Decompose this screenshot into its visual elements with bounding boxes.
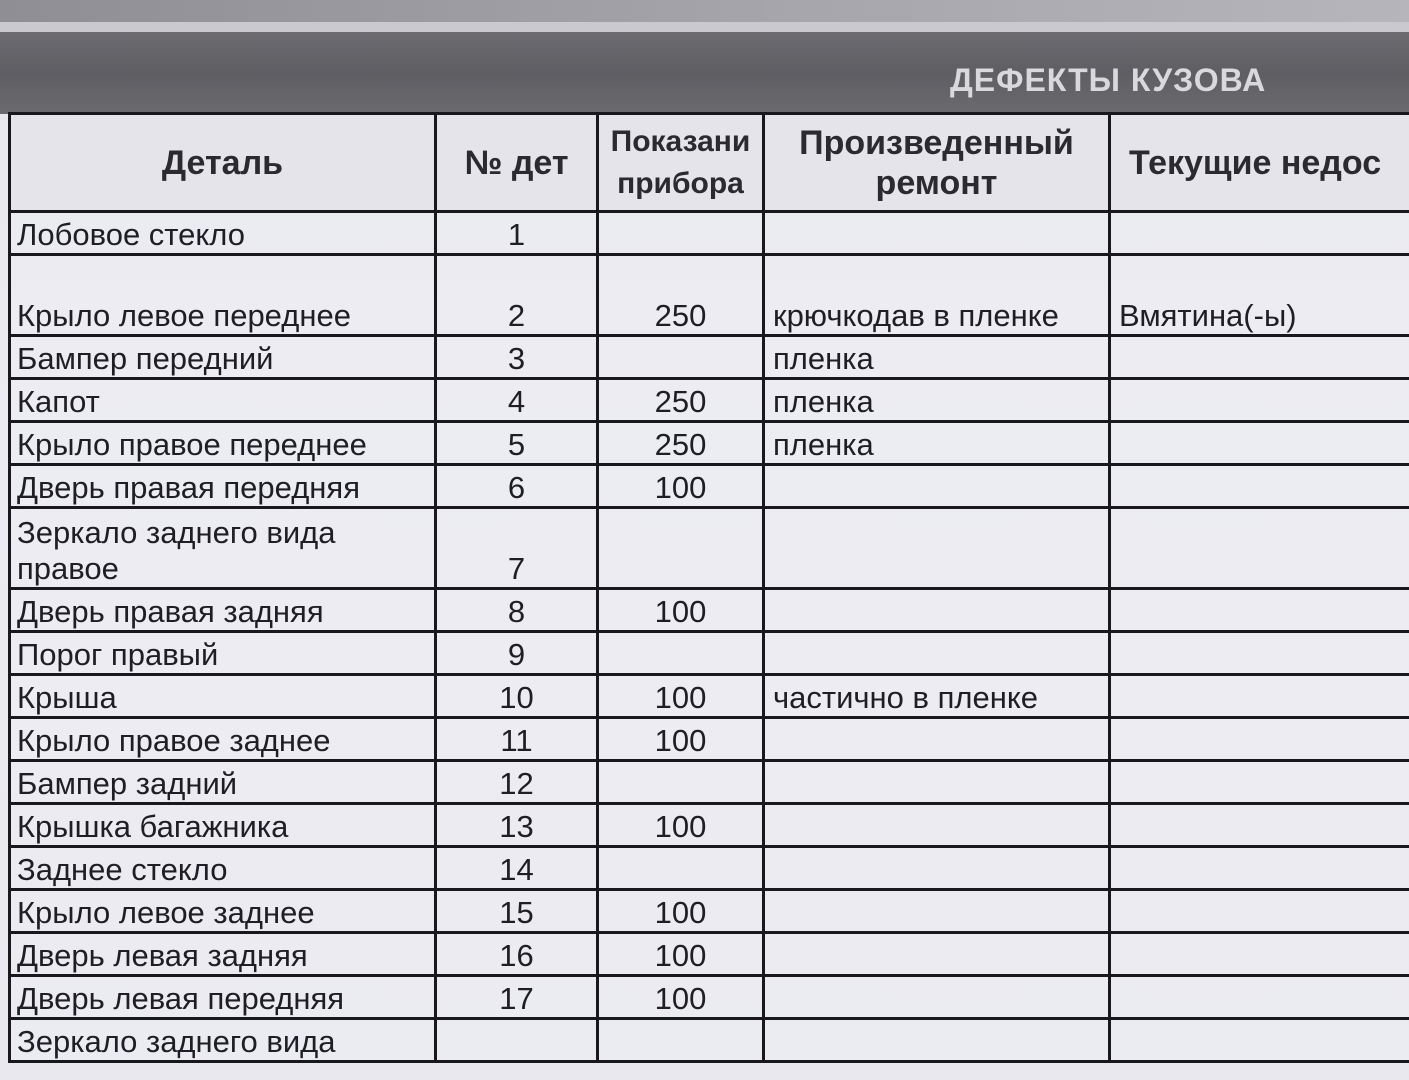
cell-reading[interactable]: 250 xyxy=(598,255,764,336)
cell-current-defects[interactable] xyxy=(1110,336,1409,379)
cell-number[interactable]: 6 xyxy=(436,465,598,508)
cell-detail[interactable]: Зеркало заднего вида правое xyxy=(10,508,436,589)
cell-reading[interactable]: 100 xyxy=(598,890,764,933)
cell-repair[interactable] xyxy=(764,589,1110,632)
header-repair[interactable]: Произведенный ремонт xyxy=(764,114,1110,212)
cell-current-defects[interactable] xyxy=(1110,589,1409,632)
cell-detail[interactable]: Заднее стекло xyxy=(10,847,436,890)
cell-repair[interactable] xyxy=(764,508,1110,589)
cell-detail[interactable]: Дверь правая задняя xyxy=(10,589,436,632)
cell-current-defects[interactable] xyxy=(1110,976,1409,1019)
header-detail[interactable]: Деталь xyxy=(10,114,436,212)
cell-reading[interactable]: 100 xyxy=(598,675,764,718)
cell-repair[interactable]: пленка xyxy=(764,336,1110,379)
cell-reading[interactable]: 250 xyxy=(598,422,764,465)
cell-detail[interactable]: Дверь правая передняя xyxy=(10,465,436,508)
cell-number[interactable]: 8 xyxy=(436,589,598,632)
cell-reading[interactable] xyxy=(598,632,764,675)
cell-repair[interactable] xyxy=(764,804,1110,847)
cell-repair[interactable]: пленка xyxy=(764,422,1110,465)
header-number[interactable]: № дет xyxy=(436,114,598,212)
cell-detail[interactable]: Крыша xyxy=(10,675,436,718)
cell-current-defects[interactable] xyxy=(1110,508,1409,589)
cell-repair[interactable] xyxy=(764,632,1110,675)
cell-number[interactable]: 3 xyxy=(436,336,598,379)
header-current-defects[interactable]: Текущие недос xyxy=(1110,114,1409,212)
cell-repair[interactable] xyxy=(764,718,1110,761)
cell-reading[interactable] xyxy=(598,847,764,890)
cell-repair[interactable] xyxy=(764,847,1110,890)
cell-current-defects[interactable] xyxy=(1110,933,1409,976)
cell-detail[interactable]: Крышка багажника xyxy=(10,804,436,847)
cell-repair[interactable]: пленка xyxy=(764,379,1110,422)
cell-repair[interactable] xyxy=(764,1019,1110,1062)
cell-reading[interactable] xyxy=(598,508,764,589)
table-row xyxy=(10,589,1409,632)
cell-repair[interactable]: крючкодав в пленке xyxy=(764,255,1110,336)
defects-table xyxy=(8,112,1409,1063)
cell-current-defects[interactable] xyxy=(1110,379,1409,422)
title-band xyxy=(0,22,1409,114)
cell-detail[interactable]: Капот xyxy=(10,379,436,422)
cell-number[interactable]: 11 xyxy=(436,718,598,761)
cell-reading[interactable]: 100 xyxy=(598,465,764,508)
cell-repair[interactable] xyxy=(764,976,1110,1019)
cell-detail[interactable]: Крыло левое заднее xyxy=(10,890,436,933)
table-row xyxy=(10,847,1409,890)
cell-repair[interactable] xyxy=(764,933,1110,976)
cell-reading[interactable]: 100 xyxy=(598,718,764,761)
table-row xyxy=(10,890,1409,933)
cell-current-defects[interactable] xyxy=(1110,632,1409,675)
table-row xyxy=(10,508,1409,589)
cell-number[interactable]: 4 xyxy=(436,379,598,422)
cell-detail[interactable]: Порог правый xyxy=(10,632,436,675)
cell-reading[interactable] xyxy=(598,336,764,379)
cell-detail[interactable]: Крыло левое переднее xyxy=(10,255,436,336)
cell-detail[interactable]: Лобовое стекло xyxy=(10,212,436,255)
cell-number[interactable]: 5 xyxy=(436,422,598,465)
cell-number[interactable]: 7 xyxy=(436,508,598,589)
cell-current-defects[interactable]: Вмятина(-ы) xyxy=(1110,255,1409,336)
cell-current-defects[interactable] xyxy=(1110,847,1409,890)
cell-detail[interactable]: Зеркало заднего вида xyxy=(10,1019,436,1062)
cell-repair[interactable] xyxy=(764,212,1110,255)
cell-detail[interactable]: Бампер задний xyxy=(10,761,436,804)
cell-current-defects[interactable] xyxy=(1110,718,1409,761)
cell-current-defects[interactable] xyxy=(1110,1019,1409,1062)
cell-number[interactable]: 14 xyxy=(436,847,598,890)
cell-reading[interactable]: 100 xyxy=(598,933,764,976)
cell-current-defects[interactable] xyxy=(1110,890,1409,933)
cell-reading[interactable]: 250 xyxy=(598,379,764,422)
cell-number[interactable]: 15 xyxy=(436,890,598,933)
table-row xyxy=(10,761,1409,804)
cell-detail[interactable]: Дверь левая задняя xyxy=(10,933,436,976)
cell-number[interactable]: 10 xyxy=(436,675,598,718)
cell-current-defects[interactable] xyxy=(1110,422,1409,465)
cell-number[interactable]: 13 xyxy=(436,804,598,847)
cell-number[interactable]: 12 xyxy=(436,761,598,804)
cell-current-defects[interactable] xyxy=(1110,804,1409,847)
table-row xyxy=(10,336,1409,379)
table-row xyxy=(10,212,1409,255)
table-row xyxy=(10,465,1409,508)
cell-detail[interactable]: Дверь левая передняя xyxy=(10,976,436,1019)
header-reading[interactable]: Показани прибора xyxy=(598,114,764,212)
table-row xyxy=(10,976,1409,1019)
cell-number[interactable]: 16 xyxy=(436,933,598,976)
cell-number[interactable]: 9 xyxy=(436,632,598,675)
cell-reading[interactable] xyxy=(598,1019,764,1062)
cell-reading[interactable]: 100 xyxy=(598,804,764,847)
header-row xyxy=(10,114,1409,212)
table-row xyxy=(10,379,1409,422)
cell-number[interactable] xyxy=(436,1019,598,1062)
cell-number[interactable]: 17 xyxy=(436,976,598,1019)
table-row xyxy=(10,255,1409,336)
table-row xyxy=(10,933,1409,976)
title-band-edge xyxy=(0,22,1409,32)
table-row xyxy=(10,718,1409,761)
table-row xyxy=(10,422,1409,465)
cell-detail[interactable]: Бампер передний xyxy=(10,336,436,379)
table-row xyxy=(10,804,1409,847)
cell-reading[interactable]: 100 xyxy=(598,976,764,1019)
cell-current-defects[interactable] xyxy=(1110,212,1409,255)
cell-reading[interactable] xyxy=(598,212,764,255)
defects-table-body xyxy=(10,212,1409,1062)
cell-repair[interactable] xyxy=(764,465,1110,508)
cell-current-defects[interactable] xyxy=(1110,761,1409,804)
cell-detail[interactable]: Крыло правое заднее xyxy=(10,718,436,761)
cell-repair[interactable]: частично в пленке xyxy=(764,675,1110,718)
cell-number[interactable]: 2 xyxy=(436,255,598,336)
cell-current-defects[interactable] xyxy=(1110,675,1409,718)
sheet-title: ДЕФЕКТЫ КУЗОВА xyxy=(950,62,1267,98)
cell-current-defects[interactable] xyxy=(1110,465,1409,508)
window-top-strip xyxy=(0,0,1409,22)
cell-detail[interactable]: Крыло правое переднее xyxy=(10,422,436,465)
cell-reading[interactable]: 100 xyxy=(598,589,764,632)
table-row xyxy=(10,1019,1409,1062)
cell-repair[interactable] xyxy=(764,761,1110,804)
cell-repair[interactable] xyxy=(764,890,1110,933)
cell-reading[interactable] xyxy=(598,761,764,804)
table-row xyxy=(10,675,1409,718)
table-row xyxy=(10,632,1409,675)
cell-number[interactable]: 1 xyxy=(436,212,598,255)
